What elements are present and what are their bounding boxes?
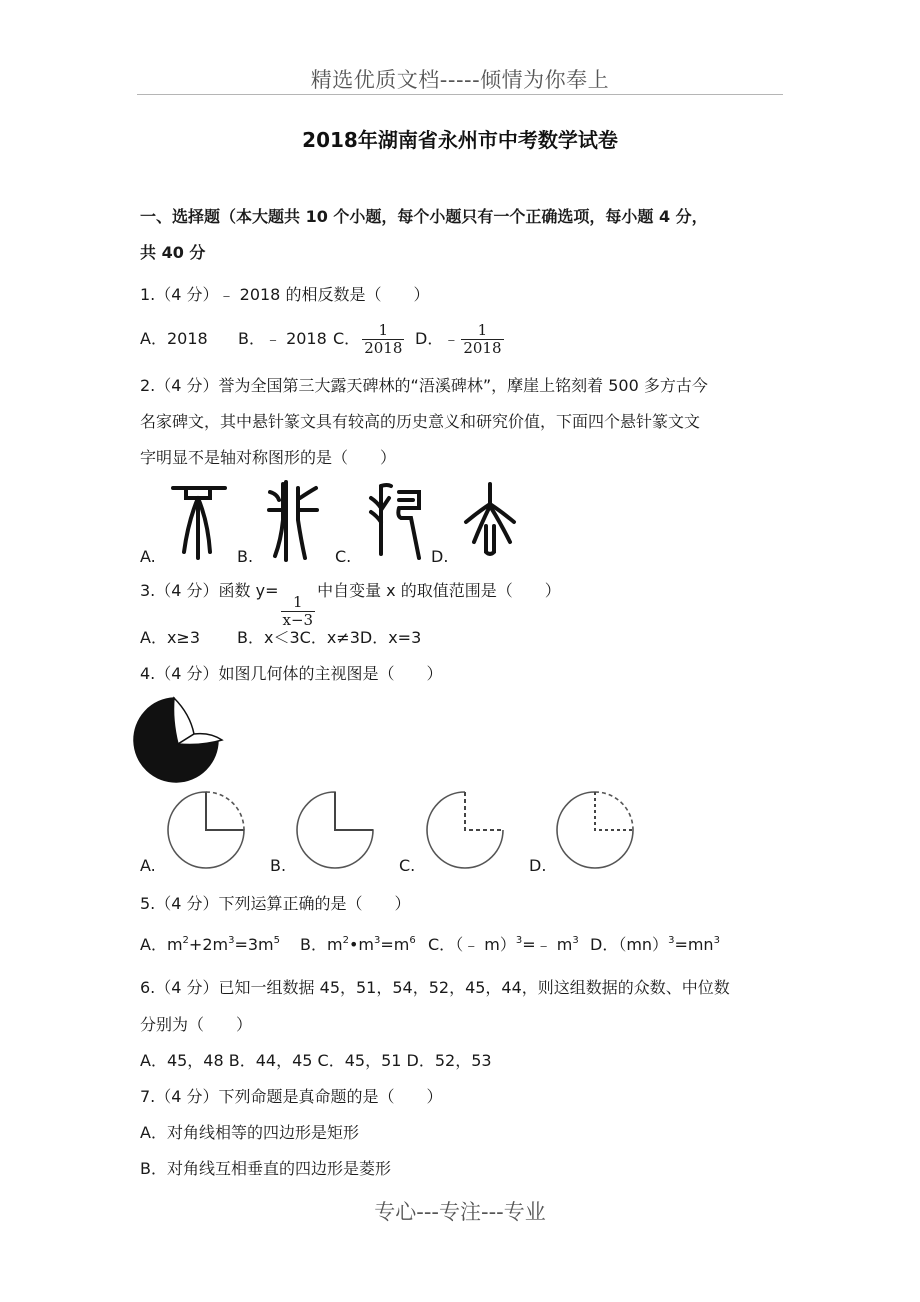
question-text: 如图几何体的主视图是（ ） — [218, 664, 443, 683]
seal-script-character-c-icon — [367, 480, 427, 562]
question-text: 誉为全国第三大露天碑林的“浯溪碑林”，摩崖上铭刻着 500 多方古今 — [218, 376, 708, 395]
question-text: 下列运算正确的是（ ） — [218, 894, 411, 913]
option-a-label: A. — [140, 856, 156, 875]
question-text: 已知一组数据 45，51，54，52，45，44，则这组数据的众数、中位数 — [218, 978, 730, 997]
seal-script-character-b-icon — [267, 480, 322, 562]
option-b: B．x＜3 — [237, 628, 300, 647]
question-5-options — [140, 932, 720, 955]
question-6-options: A．45，48 B．44，45 C．45，51 D．52，53 — [140, 1051, 492, 1070]
question-6-stem-line1 — [140, 975, 730, 998]
option-a-label: A. — [140, 547, 156, 566]
question-7-option-b: B．对角线互相垂直的四边形是菱形 — [140, 1159, 391, 1178]
front-view-option-a-icon — [167, 790, 247, 870]
option-d: D．$(mn)^3=mn^3$ — [590, 935, 720, 954]
seal-script-character-d-icon — [462, 482, 522, 560]
question-number: 1. — [140, 285, 156, 304]
page-footer: 专心---专注---专业 — [374, 1200, 546, 1224]
fraction: $\frac{1}{2018}$ — [463, 321, 502, 357]
option-d-label: D. — [529, 856, 547, 875]
question-1-stem — [140, 282, 429, 305]
question-4-stem — [140, 661, 443, 684]
option-a: A．x≥3 — [140, 628, 201, 647]
question-3-stem — [140, 578, 561, 629]
question-number: 3. — [140, 581, 156, 600]
question-score: （4 分） — [155, 1087, 219, 1106]
question-1-options — [140, 322, 506, 357]
question-score: （4 分） — [155, 894, 219, 913]
fraction: $\frac{1}{2018}$ — [364, 321, 403, 357]
question-2-stem-line2: 名家碑文，其中悬针篆文具有较高的历史意义和研究价值，下面四个悬针篆文文 — [140, 412, 701, 431]
geometric-solid-figure-icon — [138, 694, 228, 780]
option-a: A．$m^2+2m^3=3m^5$ — [140, 935, 281, 954]
section-heading-line1: 一、选择题（本大题共 10 个小题，每个小题只有一个正确选项，每小题 4 分， — [140, 207, 708, 226]
option-c: C． $\frac{1}{2018}$ — [333, 321, 403, 357]
question-score: （4 分） — [155, 376, 219, 395]
option-b: B．﹣ 2018 — [238, 329, 327, 348]
question-6-stem-line2: 分别为（ ） — [140, 1015, 253, 1034]
question-text: ﹣ 2018 的相反数是（ ） — [218, 285, 430, 304]
front-view-option-d-icon — [556, 790, 636, 870]
question-text: 下列命题是真命题的是（ ） — [218, 1087, 443, 1106]
seal-script-character-a-icon — [170, 482, 230, 562]
option-d-label: D. — [431, 547, 449, 566]
option-c: C．（﹣ m）$^3$=﹣ $m^3$ — [428, 935, 579, 954]
option-b-label: B. — [237, 547, 254, 566]
option-d: D．x=3 — [359, 628, 422, 647]
option-c-label: C. — [335, 547, 352, 566]
option-b-label: B. — [270, 856, 287, 875]
question-score: （4 分） — [155, 285, 219, 304]
option-c-label: C. — [399, 856, 416, 875]
question-score: （4 分） — [155, 664, 219, 683]
question-2-stem-line3: 字明显不是轴对称图形的是（ ） — [140, 448, 397, 467]
question-2-stem-line1 — [140, 373, 708, 396]
question-5-stem — [140, 891, 411, 914]
question-3-options — [140, 625, 421, 648]
question-7-option-a: A．对角线相等的四边形是矩形 — [140, 1123, 359, 1142]
question-score: （4 分） — [155, 978, 219, 997]
question-number: 4. — [140, 664, 156, 683]
section-heading-line2: 共 40 分 — [140, 243, 206, 262]
question-number: 5. — [140, 894, 156, 913]
header-divider — [137, 94, 783, 95]
question-text-post: 中自变量 x 的取值范围是（ ） — [317, 581, 561, 600]
option-b: B．$m^2•m^3=m^6$ — [300, 935, 416, 954]
document-title: 2018年湖南省永州市中考数学试卷 — [302, 128, 618, 152]
question-number: 6. — [140, 978, 156, 997]
question-7-stem — [140, 1084, 443, 1107]
question-number: 2. — [140, 376, 156, 395]
option-d: D．﹣ $\frac{1}{2018}$ — [415, 321, 502, 357]
page-header: 精选优质文档-----倾情为你奉上 — [310, 68, 610, 92]
question-number: 7. — [140, 1087, 156, 1106]
option-c: C．x≠3 — [299, 628, 360, 647]
option-a: A．2018 — [140, 329, 208, 348]
front-view-option-c-icon — [426, 790, 506, 870]
question-score: （4 分） — [155, 581, 219, 600]
fraction: $\frac{1}{x-3}$ — [282, 593, 314, 629]
front-view-option-b-icon — [296, 790, 376, 870]
question-text-pre: 函数 y= — [218, 581, 279, 600]
